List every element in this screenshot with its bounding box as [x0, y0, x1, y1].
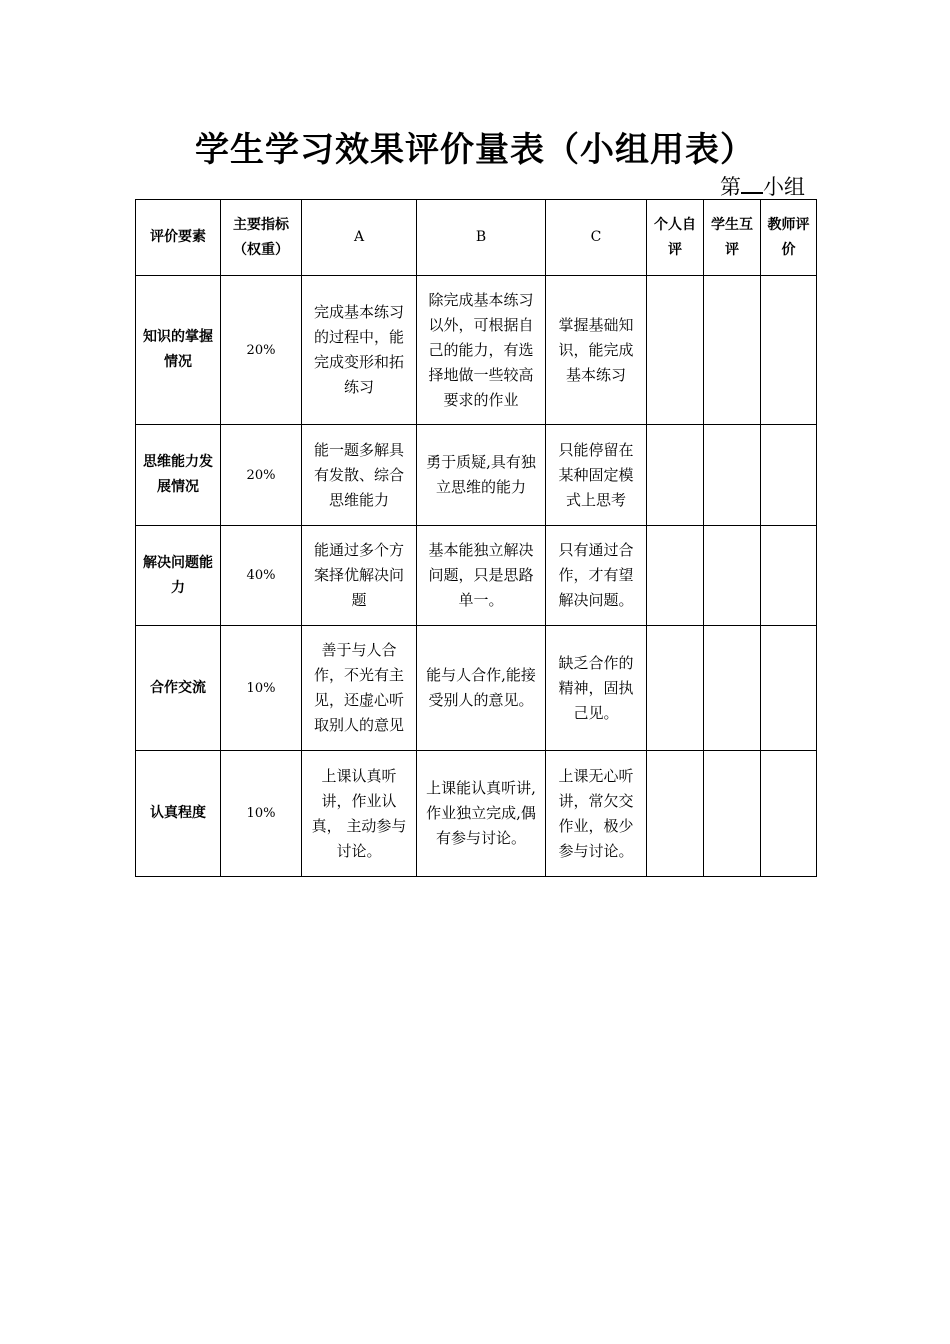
table-row [136, 276, 817, 425]
level-c-cell: 只有通过合作，才有望解决问题。 [546, 526, 647, 626]
level-a-cell: 能通过多个方案择优解决问题 [302, 526, 417, 626]
peer-eval-cell[interactable] [704, 276, 761, 425]
group-number-label [720, 173, 805, 201]
self-eval-cell[interactable] [647, 526, 704, 626]
table-row [136, 425, 817, 526]
header-weight: 主要指标（权重） [221, 200, 302, 276]
header-peer-eval: 学生互评 [704, 200, 761, 276]
weight-cell: 40% [221, 526, 302, 626]
evaluation-table [135, 199, 817, 877]
table-row [136, 526, 817, 626]
table-row [136, 751, 817, 877]
self-eval-cell[interactable] [647, 425, 704, 526]
weight-cell: 10% [221, 751, 302, 877]
teacher-eval-cell[interactable] [761, 276, 817, 425]
peer-eval-cell[interactable] [704, 526, 761, 626]
page-title: 学生学习效果评价量表（小组用表） [195, 130, 755, 170]
group-suffix: 小组 [763, 175, 805, 199]
peer-eval-cell[interactable] [704, 626, 761, 751]
table-row [136, 626, 817, 751]
factor-cell: 知识的掌握情况 [136, 276, 221, 425]
peer-eval-cell[interactable] [704, 425, 761, 526]
header-level-b: B [417, 200, 546, 276]
header-self-eval: 个人自评 [647, 200, 704, 276]
teacher-eval-cell[interactable] [761, 626, 817, 751]
group-prefix: 第 [720, 175, 741, 199]
weight-cell: 20% [221, 276, 302, 425]
level-b-cell: 上课能认真听讲,作业独立完成,偶有参与讨论。 [417, 751, 546, 877]
level-b-cell: 能与人合作,能接受别人的意见。 [417, 626, 546, 751]
table-header-row [136, 200, 817, 276]
factor-cell: 思维能力发展情况 [136, 425, 221, 526]
self-eval-cell[interactable] [647, 626, 704, 751]
level-a-cell: 善于与人合作，不光有主见，还虚心听取别人的意见 [302, 626, 417, 751]
header-factor: 评价要素 [136, 200, 221, 276]
teacher-eval-cell[interactable] [761, 751, 817, 877]
level-a-cell: 完成基本练习的过程中，能完成变形和拓练习 [302, 276, 417, 425]
level-b-cell: 勇于质疑,具有独立思维的能力 [417, 425, 546, 526]
level-c-cell: 只能停留在某种固定模式上思考 [546, 425, 647, 526]
factor-cell: 合作交流 [136, 626, 221, 751]
header-teacher-eval: 教师评价 [761, 200, 817, 276]
level-c-cell: 上课无心听讲，常欠交作业，极少参与讨论。 [546, 751, 647, 877]
weight-cell: 10% [221, 626, 302, 751]
level-b-cell: 除完成基本练习以外，可根据自己的能力，有选择地做一些较高要求的作业 [417, 276, 546, 425]
peer-eval-cell[interactable] [704, 751, 761, 877]
level-c-cell: 掌握基础知识，能完成基本练习 [546, 276, 647, 425]
weight-cell: 20% [221, 425, 302, 526]
self-eval-cell[interactable] [647, 276, 704, 425]
header-level-c: C [546, 200, 647, 276]
level-a-cell: 能一题多解具有发散、综合思维能力 [302, 425, 417, 526]
level-c-cell: 缺乏合作的精神，固执己见。 [546, 626, 647, 751]
teacher-eval-cell[interactable] [761, 526, 817, 626]
level-a-cell: 上课认真听讲，作业认真， 主动参与讨论。 [302, 751, 417, 877]
self-eval-cell[interactable] [647, 751, 704, 877]
level-b-cell: 基本能独立解决问题，只是思路单一。 [417, 526, 546, 626]
teacher-eval-cell[interactable] [761, 425, 817, 526]
group-number-blank [741, 174, 763, 194]
header-level-a: A [302, 200, 417, 276]
factor-cell: 解决问题能力 [136, 526, 221, 626]
factor-cell: 认真程度 [136, 751, 221, 877]
